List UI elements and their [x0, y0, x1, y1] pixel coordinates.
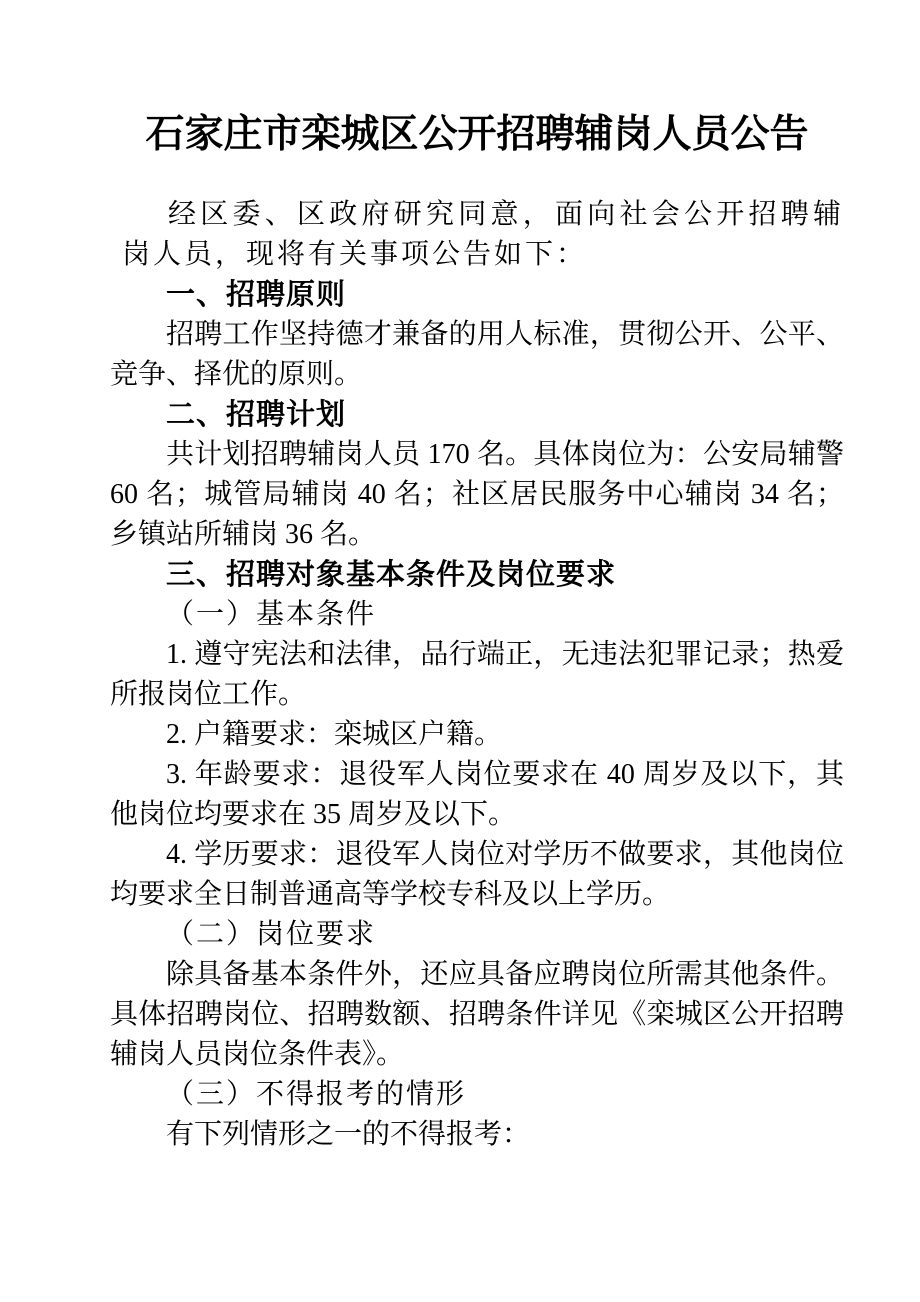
paragraph-condition-residency: 2. 户籍要求：栾城区户籍。 [166, 719, 503, 750]
paragraph-condition-age: 3. 年龄要求：退役军人岗位要求在 40 周岁及以下，其他岗位均要求在 35 周岁及以下。 [110, 759, 844, 830]
paragraph-recruitment-principles: 招聘工作坚持德才兼备的用人标准，贯彻公开、公平、竞争、择优的原则。 [110, 319, 844, 390]
subsection-heading-basic-conditions: （一）基本条件 [166, 599, 377, 630]
opening-paragraph: 经区委、区政府研究同意，面向社会公开招聘辅岗人员，现将有关事项公告如下： [122, 199, 844, 270]
section-heading-recruitment-principles: 一、招聘原则 [166, 279, 347, 311]
section-heading-recruitment-plan: 二、招聘计划 [166, 399, 347, 431]
paragraph-condition-education: 4. 学历要求：退役军人岗位对学历不做要求，其他岗位均要求全日制普通高等学校专科及以上学历。 [110, 839, 844, 910]
paragraph-condition-law: 1. 遵守宪法和法律，品行端正，无违法犯罪记录；热爱所报岗位工作。 [110, 639, 844, 710]
subsection-heading-post-requirements: （二）岗位要求 [166, 919, 377, 950]
document-title: 石家庄市栾城区公开招聘辅岗人员公告 [145, 113, 809, 156]
paragraph-post-requirements: 除具备基本条件外，还应具备应聘岗位所需其他条件。具体招聘岗位、招聘数额、招聘条件详见《栾城区公开招聘辅岗人员岗位条件表》。 [110, 959, 844, 1070]
paragraph-recruitment-plan: 共计划招聘辅岗人员 170 名。具体岗位为：公安局辅警 60 名；城管局辅岗 40 名；社区居民服务中心辅岗 34 名；乡镇站所辅岗 36 名。 [110, 439, 844, 550]
section-heading-eligibility-requirements: 三、招聘对象基本条件及岗位要求 [166, 559, 617, 591]
paragraph-ineligible-intro: 有下列情形之一的不得报考： [166, 1119, 531, 1150]
subsection-heading-ineligible-situations: （三）不得报考的情形 [166, 1079, 467, 1110]
